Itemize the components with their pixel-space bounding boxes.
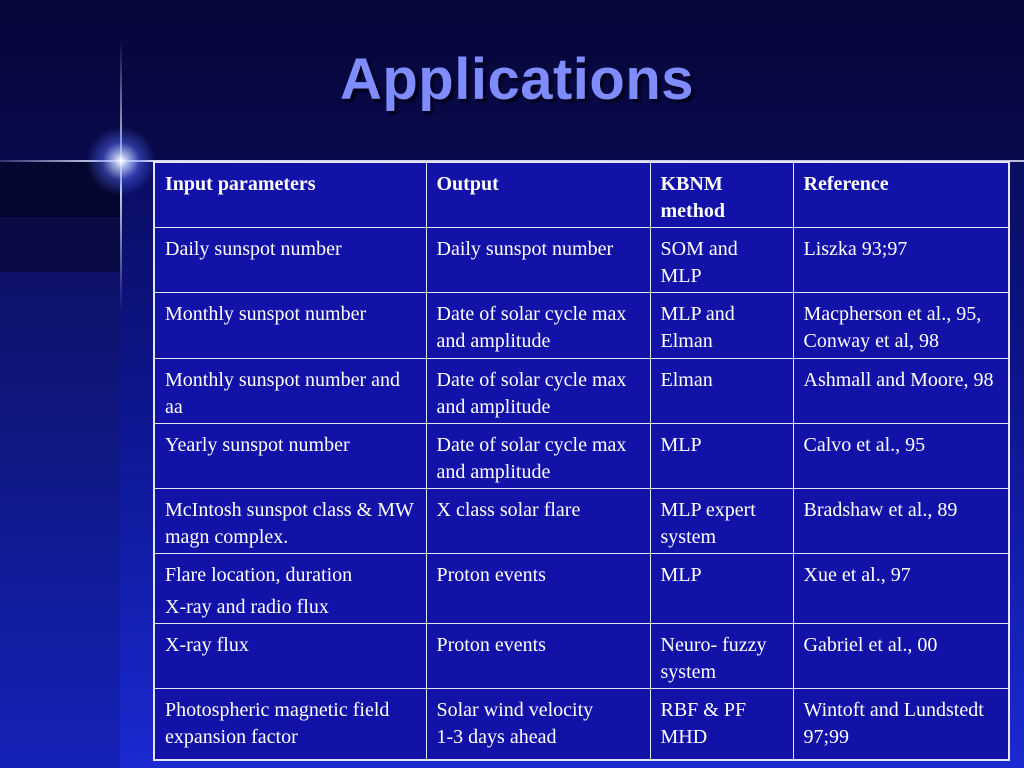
table-row — [154, 292, 1009, 358]
cell-output: X class solar flare — [426, 488, 650, 553]
cell-input: Yearly sunspot number — [154, 423, 426, 488]
cell-reference: Xue et al., 97 — [793, 553, 1009, 623]
table-row — [154, 358, 1009, 423]
cell-output: Date of solar cycle max and amplitude — [426, 292, 650, 358]
header-kbnm-method: KBNM method — [650, 162, 793, 227]
cell-input: X-ray flux — [154, 623, 426, 688]
cell-method: MLP — [650, 553, 793, 623]
cell-input: Daily sunspot number — [154, 227, 426, 292]
cell-output: Date of solar cycle max and amplitude — [426, 358, 650, 423]
cell-output: Date of solar cycle max and amplitude — [426, 423, 650, 488]
cell-input: Monthly sunspot number and aa — [154, 358, 426, 423]
cell-method: RBF & PF MHD — [650, 688, 793, 760]
table-row — [154, 553, 1009, 623]
cell-reference: Gabriel et al., 00 — [793, 623, 1009, 688]
cell-method: SOM and MLP — [650, 227, 793, 292]
cell-input-line2: X-ray and radio flux — [165, 595, 329, 618]
cell-method: Neuro- fuzzy system — [650, 623, 793, 688]
cell-input: Photospheric magnetic field expansion factor — [154, 688, 426, 760]
cell-method: MLP — [650, 423, 793, 488]
cell-reference: Ashmall and Moore, 98 — [793, 358, 1009, 423]
cell-reference: Liszka 93;97 — [793, 227, 1009, 292]
header-input-parameters: Input parameters — [154, 162, 426, 227]
table-header-row — [154, 162, 1009, 227]
cell-output — [426, 688, 650, 760]
cell-method: Elman — [650, 358, 793, 423]
header-output: Output — [426, 162, 650, 227]
table-row — [154, 227, 1009, 292]
table-row — [154, 623, 1009, 688]
cell-reference: Wintoft and Lundstedt 97;99 — [793, 688, 1009, 760]
cell-input-line1: Flare location, duration — [165, 563, 353, 586]
table-row — [154, 423, 1009, 488]
cell-method: MLP expert system — [650, 488, 793, 553]
star-glow-icon — [86, 126, 156, 196]
cell-output-line2: 1-3 days ahead — [436, 725, 557, 748]
cell-output: Proton events — [426, 623, 650, 688]
cell-output: Daily sunspot number — [426, 227, 650, 292]
cell-input: McIntosh sunspot class & MW magn complex. — [154, 488, 426, 553]
table-row — [154, 488, 1009, 553]
cell-reference: Calvo et al., 95 — [793, 423, 1009, 488]
slide-title: Applications — [339, 47, 695, 112]
cell-output: Proton events — [426, 553, 650, 623]
cell-input — [154, 553, 426, 623]
cell-output-line1: Solar wind velocity — [436, 698, 594, 721]
left-decorative-bars — [0, 162, 120, 768]
header-reference: Reference — [793, 162, 1009, 227]
cell-reference: Macpherson et al., 95, Conway et al, 98 — [793, 292, 1009, 358]
cell-input: Monthly sunspot number — [154, 292, 426, 358]
applications-table — [153, 161, 1010, 761]
table-row — [154, 688, 1009, 760]
cell-method: MLP and Elman — [650, 292, 793, 358]
cell-reference: Bradshaw et al., 89 — [793, 488, 1009, 553]
